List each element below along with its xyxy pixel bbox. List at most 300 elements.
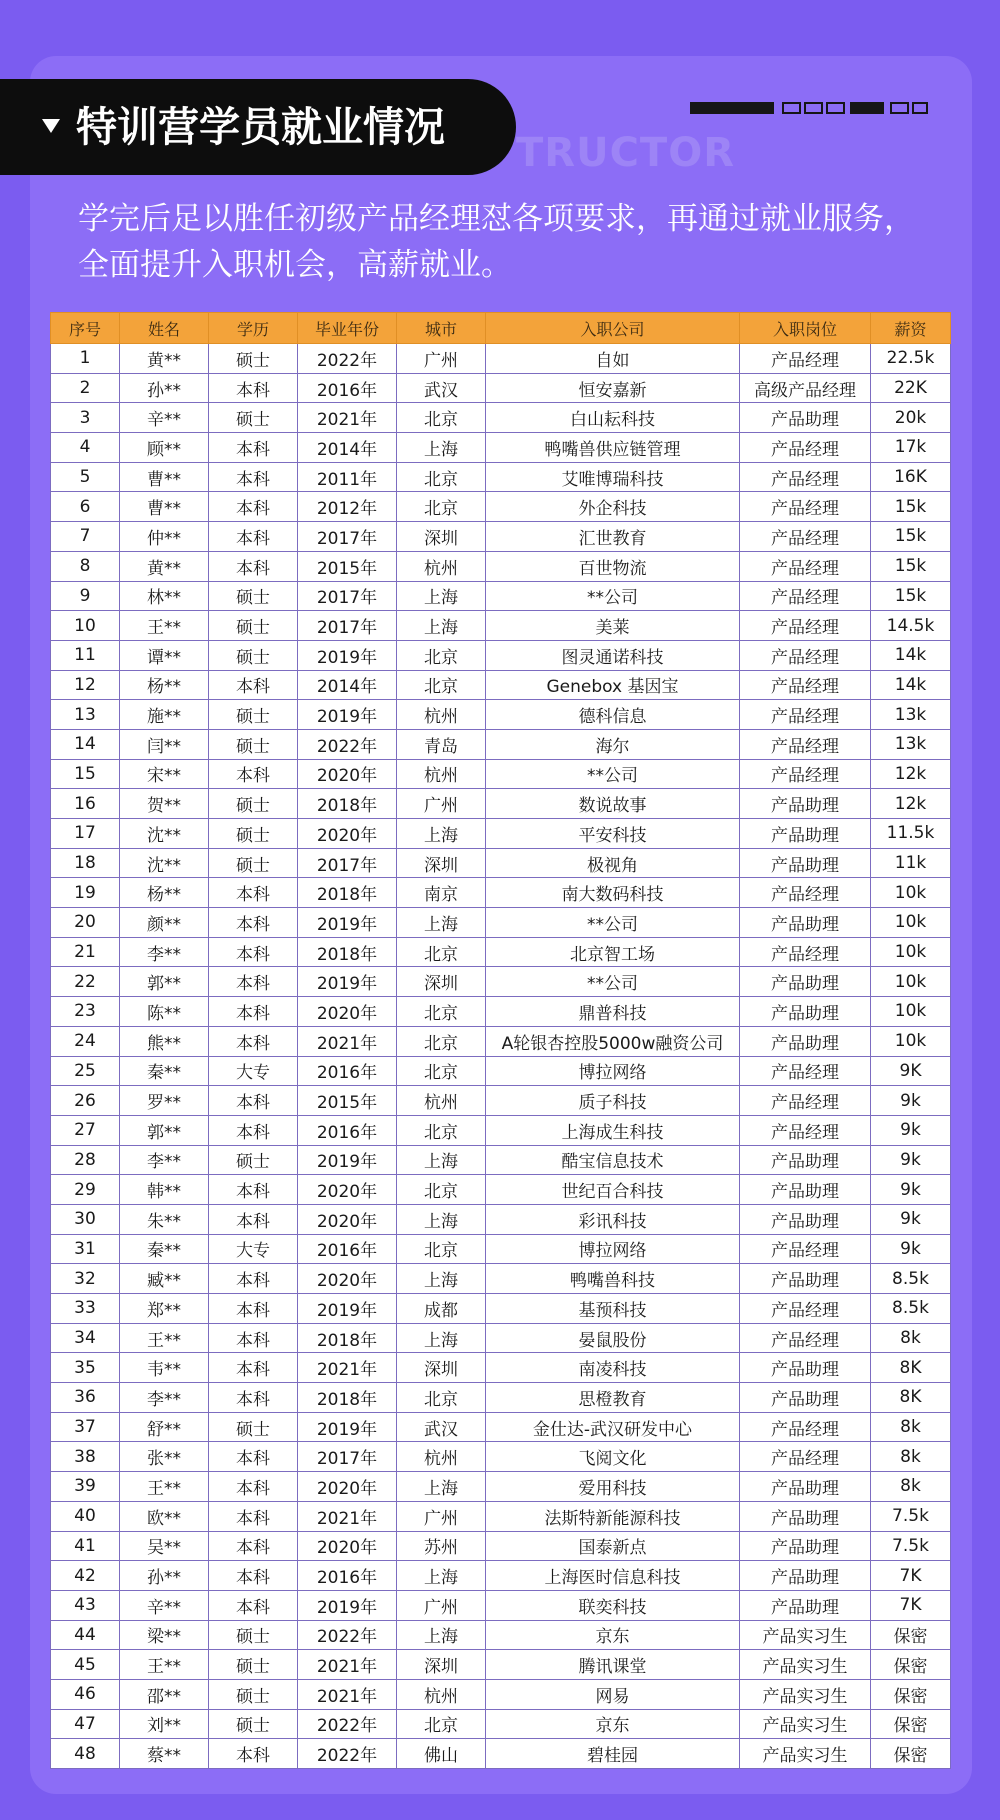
col-name-cell: 蔡** xyxy=(120,1739,209,1769)
col-salary-cell: 10k xyxy=(871,967,951,997)
col-grad-year-cell: 2018年 xyxy=(298,878,397,908)
col-salary-cell: 10k xyxy=(871,937,951,967)
col-degree-cell: 硕士 xyxy=(209,789,298,819)
col-index-cell: 1 xyxy=(51,344,120,374)
col-city-cell: 武汉 xyxy=(397,373,486,403)
col-grad-year-cell: 2018年 xyxy=(298,789,397,819)
col-degree-cell: 本科 xyxy=(209,1531,298,1561)
col-city-cell: 成都 xyxy=(397,1294,486,1324)
col-position-cell: 产品经理 xyxy=(740,1323,871,1353)
col-position-cell: 产品助理 xyxy=(740,1561,871,1591)
col-grad-year-cell: 2022年 xyxy=(298,1739,397,1769)
col-salary-cell: 15k xyxy=(871,522,951,552)
col-salary-cell: 8K xyxy=(871,1353,951,1383)
col-city-cell: 上海 xyxy=(397,1204,486,1234)
col-position-cell: 产品助理 xyxy=(740,1501,871,1531)
col-grad-year-cell: 2017年 xyxy=(298,611,397,641)
col-salary-cell: 16K xyxy=(871,462,951,492)
col-salary-cell: 8K xyxy=(871,1383,951,1413)
col-city-cell: 南京 xyxy=(397,878,486,908)
col-name-cell: 刘** xyxy=(120,1709,209,1739)
col-name-cell: 林** xyxy=(120,581,209,611)
table-row xyxy=(51,640,951,670)
table-row xyxy=(51,670,951,700)
col-company-cell: 联奕科技 xyxy=(486,1590,740,1620)
col-salary-cell: 15k xyxy=(871,492,951,522)
col-company-cell: 南凌科技 xyxy=(486,1353,740,1383)
col-index-cell: 24 xyxy=(51,1026,120,1056)
col-company-cell: A轮银杏控股5000w融资公司 xyxy=(486,1026,740,1056)
table-row xyxy=(51,1353,951,1383)
col-company-cell: 碧桂园 xyxy=(486,1739,740,1769)
col-position-cell: 产品经理 xyxy=(740,551,871,581)
col-company-cell: 美莱 xyxy=(486,611,740,641)
col-degree-cell: 硕士 xyxy=(209,611,298,641)
col-degree-cell: 本科 xyxy=(209,937,298,967)
col-name-cell: 曹** xyxy=(120,462,209,492)
col-degree-cell: 本科 xyxy=(209,1590,298,1620)
col-grad-year-cell: 2018年 xyxy=(298,1383,397,1413)
col-name-cell: 宋** xyxy=(120,759,209,789)
col-degree-cell: 硕士 xyxy=(209,344,298,374)
col-city-cell: 上海 xyxy=(397,1561,486,1591)
col-grad-year-cell: 2021年 xyxy=(298,403,397,433)
col-grad-year-cell: 2020年 xyxy=(298,759,397,789)
col-position-cell: 产品经理 xyxy=(740,522,871,552)
col-city-cell: 北京 xyxy=(397,1383,486,1413)
table-row xyxy=(51,1294,951,1324)
col-degree-header: 学历 xyxy=(209,313,298,344)
col-degree-cell: 本科 xyxy=(209,878,298,908)
col-salary-cell: 8.5k xyxy=(871,1294,951,1324)
col-grad-year-cell: 2019年 xyxy=(298,908,397,938)
col-city-cell: 上海 xyxy=(397,1264,486,1294)
table-row xyxy=(51,700,951,730)
col-position-cell: 产品经理 xyxy=(740,611,871,641)
col-salary-cell: 10k xyxy=(871,997,951,1027)
col-index-cell: 6 xyxy=(51,492,120,522)
col-grad-year-cell: 2022年 xyxy=(298,344,397,374)
col-index-cell: 30 xyxy=(51,1204,120,1234)
col-grad-year-cell: 2016年 xyxy=(298,373,397,403)
col-city-cell: 上海 xyxy=(397,611,486,641)
col-index-cell: 29 xyxy=(51,1175,120,1205)
col-degree-cell: 硕士 xyxy=(209,1412,298,1442)
col-name-cell: 施** xyxy=(120,700,209,730)
col-position-cell: 产品经理 xyxy=(740,759,871,789)
col-position-cell: 产品经理 xyxy=(740,433,871,463)
table-row xyxy=(51,522,951,552)
col-grad-year-cell: 2020年 xyxy=(298,1264,397,1294)
col-salary-cell: 8.5k xyxy=(871,1264,951,1294)
col-name-cell: 陈** xyxy=(120,997,209,1027)
col-salary-cell: 15k xyxy=(871,551,951,581)
col-index-cell: 18 xyxy=(51,848,120,878)
col-grad-year-cell: 2019年 xyxy=(298,1294,397,1324)
table-row xyxy=(51,373,951,403)
col-city-cell: 深圳 xyxy=(397,1650,486,1680)
col-position-cell: 产品经理 xyxy=(740,492,871,522)
col-name-cell: 舒** xyxy=(120,1412,209,1442)
table-row xyxy=(51,1145,951,1175)
col-grad-year-cell: 2022年 xyxy=(298,729,397,759)
col-degree-cell: 本科 xyxy=(209,1115,298,1145)
col-city-cell: 佛山 xyxy=(397,1739,486,1769)
col-index-cell: 46 xyxy=(51,1679,120,1709)
col-company-cell: 德科信息 xyxy=(486,700,740,730)
col-company-cell: 博拉网络 xyxy=(486,1234,740,1264)
col-grad-year-cell: 2021年 xyxy=(298,1650,397,1680)
table-row xyxy=(51,1383,951,1413)
col-grad-year-cell: 2017年 xyxy=(298,1442,397,1472)
col-city-cell: 上海 xyxy=(397,1145,486,1175)
col-name-cell: 王** xyxy=(120,1650,209,1680)
col-name-cell: 王** xyxy=(120,1323,209,1353)
col-index-cell: 19 xyxy=(51,878,120,908)
col-grad-year-cell: 2015年 xyxy=(298,551,397,581)
col-index-cell: 40 xyxy=(51,1501,120,1531)
col-index-cell: 26 xyxy=(51,1086,120,1116)
col-city-cell: 杭州 xyxy=(397,1442,486,1472)
watermark-text: TRUCTOR xyxy=(516,130,736,176)
col-index-cell: 2 xyxy=(51,373,120,403)
table-row xyxy=(51,1501,951,1531)
col-degree-cell: 本科 xyxy=(209,997,298,1027)
col-position-cell: 产品助理 xyxy=(740,848,871,878)
col-grad-year-cell: 2019年 xyxy=(298,1145,397,1175)
col-name-cell: 欧** xyxy=(120,1501,209,1531)
table-row xyxy=(51,1472,951,1502)
col-salary-cell: 保密 xyxy=(871,1620,951,1650)
col-degree-cell: 本科 xyxy=(209,1561,298,1591)
col-degree-cell: 硕士 xyxy=(209,581,298,611)
col-company-cell: 北京智工场 xyxy=(486,937,740,967)
col-position-cell: 产品经理 xyxy=(740,1294,871,1324)
col-degree-cell: 本科 xyxy=(209,522,298,552)
col-degree-cell: 本科 xyxy=(209,759,298,789)
col-grad-year-cell: 2018年 xyxy=(298,1323,397,1353)
col-company-cell: 鼎普科技 xyxy=(486,997,740,1027)
col-grad-year-cell: 2017年 xyxy=(298,581,397,611)
col-salary-cell: 8k xyxy=(871,1323,951,1353)
col-company-cell: 飞阅文化 xyxy=(486,1442,740,1472)
col-name-cell: 韦** xyxy=(120,1353,209,1383)
col-name-cell: 李** xyxy=(120,1145,209,1175)
col-index-cell: 11 xyxy=(51,640,120,670)
table-row xyxy=(51,1056,951,1086)
col-city-cell: 北京 xyxy=(397,1234,486,1264)
col-name-cell: 孙** xyxy=(120,1561,209,1591)
col-name-cell: 李** xyxy=(120,937,209,967)
triangle-down-icon xyxy=(42,119,60,133)
col-salary-cell: 9K xyxy=(871,1056,951,1086)
col-salary-cell: 7K xyxy=(871,1590,951,1620)
col-salary-cell: 14k xyxy=(871,640,951,670)
col-city-cell: 深圳 xyxy=(397,848,486,878)
table-row xyxy=(51,789,951,819)
col-company-cell: **公司 xyxy=(486,908,740,938)
col-index-cell: 28 xyxy=(51,1145,120,1175)
col-index-cell: 3 xyxy=(51,403,120,433)
col-salary-cell: 10k xyxy=(871,1026,951,1056)
col-position-cell: 产品助理 xyxy=(740,1204,871,1234)
col-index-cell: 13 xyxy=(51,700,120,730)
col-company-cell: 酷宝信息技术 xyxy=(486,1145,740,1175)
col-company-cell: 腾讯课堂 xyxy=(486,1650,740,1680)
col-salary-cell: 7.5k xyxy=(871,1531,951,1561)
table-row xyxy=(51,1531,951,1561)
col-position-cell: 产品助理 xyxy=(740,1026,871,1056)
page-title: 特训营学员就业情况 xyxy=(76,103,445,151)
col-index-cell: 36 xyxy=(51,1383,120,1413)
col-position-cell: 产品助理 xyxy=(740,1145,871,1175)
col-salary-cell: 9k xyxy=(871,1175,951,1205)
col-degree-cell: 本科 xyxy=(209,1204,298,1234)
col-city-cell: 杭州 xyxy=(397,1679,486,1709)
col-grad-year-cell: 2016年 xyxy=(298,1234,397,1264)
col-position-cell: 产品实习生 xyxy=(740,1679,871,1709)
col-index-cell: 12 xyxy=(51,670,120,700)
col-position-cell: 产品经理 xyxy=(740,700,871,730)
col-grad-year-cell: 2019年 xyxy=(298,967,397,997)
col-name-cell: 郭** xyxy=(120,1115,209,1145)
col-grad-year-cell: 2016年 xyxy=(298,1561,397,1591)
col-salary-cell: 15k xyxy=(871,581,951,611)
table-row xyxy=(51,1709,951,1739)
col-name-cell: 秦** xyxy=(120,1056,209,1086)
col-company-cell: 汇世教育 xyxy=(486,522,740,552)
col-index-cell: 35 xyxy=(51,1353,120,1383)
col-salary-cell: 8k xyxy=(871,1472,951,1502)
col-grad-year-header: 毕业年份 xyxy=(298,313,397,344)
col-city-cell: 苏州 xyxy=(397,1531,486,1561)
col-degree-cell: 本科 xyxy=(209,1353,298,1383)
col-name-cell: 仲** xyxy=(120,522,209,552)
col-city-cell: 上海 xyxy=(397,819,486,849)
col-company-cell: 上海医时信息科技 xyxy=(486,1561,740,1591)
col-salary-cell: 20k xyxy=(871,403,951,433)
col-city-cell: 北京 xyxy=(397,492,486,522)
table-row xyxy=(51,1323,951,1353)
col-degree-cell: 硕士 xyxy=(209,1620,298,1650)
col-index-cell: 10 xyxy=(51,611,120,641)
col-degree-cell: 硕士 xyxy=(209,1650,298,1680)
col-grad-year-cell: 2020年 xyxy=(298,819,397,849)
table-row xyxy=(51,908,951,938)
col-degree-cell: 本科 xyxy=(209,1739,298,1769)
col-city-cell: 广州 xyxy=(397,1501,486,1531)
col-salary-cell: 8k xyxy=(871,1442,951,1472)
col-name-cell: 熊** xyxy=(120,1026,209,1056)
col-name-cell: 辛** xyxy=(120,403,209,433)
col-degree-cell: 本科 xyxy=(209,462,298,492)
col-name-cell: 谭** xyxy=(120,640,209,670)
col-index-cell: 48 xyxy=(51,1739,120,1769)
col-city-cell: 杭州 xyxy=(397,759,486,789)
col-city-cell: 上海 xyxy=(397,581,486,611)
col-index-cell: 34 xyxy=(51,1323,120,1353)
col-position-cell: 产品经理 xyxy=(740,670,871,700)
col-city-cell: 青岛 xyxy=(397,729,486,759)
col-degree-cell: 硕士 xyxy=(209,819,298,849)
col-position-header: 入职岗位 xyxy=(740,313,871,344)
col-company-cell: 晏鼠股份 xyxy=(486,1323,740,1353)
col-company-cell: 百世物流 xyxy=(486,551,740,581)
employment-table xyxy=(50,312,951,1769)
col-degree-cell: 硕士 xyxy=(209,848,298,878)
col-city-cell: 北京 xyxy=(397,403,486,433)
col-city-cell: 深圳 xyxy=(397,1353,486,1383)
table-row xyxy=(51,1739,951,1769)
col-company-cell: 极视角 xyxy=(486,848,740,878)
col-position-cell: 产品经理 xyxy=(740,344,871,374)
col-company-cell: 自如 xyxy=(486,344,740,374)
col-position-cell: 产品经理 xyxy=(740,729,871,759)
col-salary-cell: 9k xyxy=(871,1115,951,1145)
col-position-cell: 产品经理 xyxy=(740,1442,871,1472)
col-grad-year-cell: 2019年 xyxy=(298,1590,397,1620)
col-index-cell: 42 xyxy=(51,1561,120,1591)
col-company-cell: 恒安嘉新 xyxy=(486,373,740,403)
table-row xyxy=(51,759,951,789)
col-degree-cell: 大专 xyxy=(209,1056,298,1086)
col-grad-year-cell: 2019年 xyxy=(298,640,397,670)
col-degree-cell: 硕士 xyxy=(209,729,298,759)
col-salary-cell: 12k xyxy=(871,789,951,819)
table-row xyxy=(51,551,951,581)
table-row xyxy=(51,462,951,492)
col-degree-cell: 本科 xyxy=(209,433,298,463)
decorative-bars xyxy=(690,102,930,114)
col-index-cell: 23 xyxy=(51,997,120,1027)
col-index-cell: 39 xyxy=(51,1472,120,1502)
col-index-header: 序号 xyxy=(51,313,120,344)
table-row xyxy=(51,1412,951,1442)
col-company-cell: 艾唯博瑞科技 xyxy=(486,462,740,492)
col-salary-cell: 9k xyxy=(871,1145,951,1175)
col-degree-cell: 本科 xyxy=(209,1175,298,1205)
col-name-cell: 韩** xyxy=(120,1175,209,1205)
col-grad-year-cell: 2014年 xyxy=(298,670,397,700)
col-company-cell: 南大数码科技 xyxy=(486,878,740,908)
col-city-cell: 杭州 xyxy=(397,700,486,730)
col-grad-year-cell: 2022年 xyxy=(298,1709,397,1739)
col-company-cell: 法斯特新能源科技 xyxy=(486,1501,740,1531)
col-position-cell: 产品实习生 xyxy=(740,1739,871,1769)
col-grad-year-cell: 2017年 xyxy=(298,522,397,552)
table-row xyxy=(51,1620,951,1650)
table-header-row xyxy=(51,313,951,344)
col-index-cell: 8 xyxy=(51,551,120,581)
table-row xyxy=(51,997,951,1027)
col-index-cell: 41 xyxy=(51,1531,120,1561)
col-position-cell: 产品经理 xyxy=(740,1056,871,1086)
col-company-cell: 白山耘科技 xyxy=(486,403,740,433)
col-index-cell: 31 xyxy=(51,1234,120,1264)
col-company-cell: 彩讯科技 xyxy=(486,1204,740,1234)
col-name-cell: 罗** xyxy=(120,1086,209,1116)
col-index-cell: 25 xyxy=(51,1056,120,1086)
col-degree-cell: 硕士 xyxy=(209,1679,298,1709)
col-degree-cell: 本科 xyxy=(209,1026,298,1056)
title-banner xyxy=(0,79,516,175)
col-position-cell: 产品经理 xyxy=(740,878,871,908)
col-position-cell: 产品助理 xyxy=(740,1175,871,1205)
col-company-cell: 爱用科技 xyxy=(486,1472,740,1502)
col-name-cell: 孙** xyxy=(120,373,209,403)
col-name-cell: 闫** xyxy=(120,729,209,759)
col-city-cell: 北京 xyxy=(397,1175,486,1205)
col-position-cell: 产品助理 xyxy=(740,1264,871,1294)
col-name-cell: 杨** xyxy=(120,878,209,908)
col-city-cell: 北京 xyxy=(397,1026,486,1056)
col-degree-cell: 本科 xyxy=(209,1501,298,1531)
col-position-cell: 产品经理 xyxy=(740,581,871,611)
col-position-cell: 产品经理 xyxy=(740,1115,871,1145)
col-name-cell: 沈** xyxy=(120,819,209,849)
col-company-cell: 京东 xyxy=(486,1709,740,1739)
col-company-cell: **公司 xyxy=(486,759,740,789)
col-name-cell: 朱** xyxy=(120,1204,209,1234)
col-salary-cell: 13k xyxy=(871,700,951,730)
col-name-cell: 梁** xyxy=(120,1620,209,1650)
col-position-cell: 产品助理 xyxy=(740,967,871,997)
col-name-cell: 顾** xyxy=(120,433,209,463)
col-degree-cell: 本科 xyxy=(209,492,298,522)
col-degree-cell: 本科 xyxy=(209,1086,298,1116)
col-company-cell: 金仕达-武汉研发中心 xyxy=(486,1412,740,1442)
table-row xyxy=(51,433,951,463)
col-city-cell: 北京 xyxy=(397,640,486,670)
col-city-cell: 北京 xyxy=(397,997,486,1027)
col-grad-year-cell: 2018年 xyxy=(298,937,397,967)
col-salary-cell: 11.5k xyxy=(871,819,951,849)
col-city-cell: 北京 xyxy=(397,937,486,967)
col-salary-cell: 保密 xyxy=(871,1650,951,1680)
col-name-cell: 曹** xyxy=(120,492,209,522)
col-company-cell: 外企科技 xyxy=(486,492,740,522)
col-company-cell: 世纪百合科技 xyxy=(486,1175,740,1205)
col-grad-year-cell: 2012年 xyxy=(298,492,397,522)
col-degree-cell: 本科 xyxy=(209,1442,298,1472)
col-grad-year-cell: 2020年 xyxy=(298,1472,397,1502)
col-position-cell: 产品经理 xyxy=(740,937,871,967)
table-row xyxy=(51,403,951,433)
col-position-cell: 产品实习生 xyxy=(740,1650,871,1680)
col-degree-cell: 本科 xyxy=(209,551,298,581)
col-city-cell: 上海 xyxy=(397,1472,486,1502)
col-index-cell: 17 xyxy=(51,819,120,849)
col-city-cell: 北京 xyxy=(397,1056,486,1086)
col-city-cell: 深圳 xyxy=(397,522,486,552)
col-city-cell: 北京 xyxy=(397,462,486,492)
col-name-cell: 臧** xyxy=(120,1264,209,1294)
col-name-cell: 黄** xyxy=(120,551,209,581)
col-company-cell: 京东 xyxy=(486,1620,740,1650)
col-grad-year-cell: 2021年 xyxy=(298,1026,397,1056)
col-name-cell: 黄** xyxy=(120,344,209,374)
col-degree-cell: 本科 xyxy=(209,373,298,403)
col-grad-year-cell: 2020年 xyxy=(298,1204,397,1234)
col-degree-cell: 硕士 xyxy=(209,700,298,730)
col-index-cell: 20 xyxy=(51,908,120,938)
col-degree-cell: 本科 xyxy=(209,1264,298,1294)
col-degree-cell: 本科 xyxy=(209,1383,298,1413)
col-degree-cell: 硕士 xyxy=(209,640,298,670)
col-salary-cell: 22K xyxy=(871,373,951,403)
col-name-cell: 邵** xyxy=(120,1679,209,1709)
col-salary-cell: 12k xyxy=(871,759,951,789)
